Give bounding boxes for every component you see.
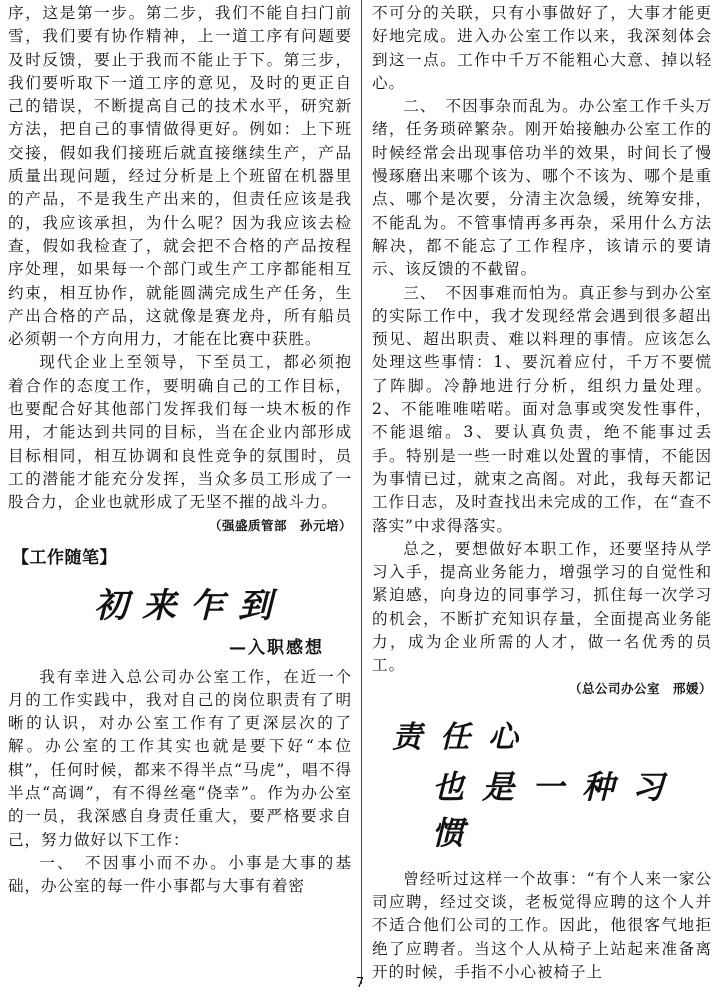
paragraph: 三、 不因事难而怕为。真正参与到办公室的实际工作中，我才发现经常会遇到很多超出预见、超出职责、难以料理的事情。应该怎么处理这些事情：1、要沉着应付，千万不要慌了阵脚。冷静地进行分析，组织力量处理。2、不能唯唯喏喏。面对急事或突发性事件，不能退缩。3、要认真负责，绝不能事过丢手。特别是一些一时难以处置的事情，不能因为事情已过，就束之高阁。对此，我每天都记工作日志，及时查找出未完成的工作，在“查不落实”中求得落实。 — [372, 283, 712, 535]
left-column — [8, 2, 352, 899]
paragraph: 序，这是第一步。第二步，我们不能自扫门前雪，我们要有协作精神，上一道工序有问题要及时反馈，要止于我而不能止于下。第三步，我们要听取下一道工序的意见，及时的更正自己的错误，不断提高自己的技术水平，研究新方法，把自己的事情做得更好。例如：上下班交接，假如我们接班后就直接继续生产，产品质量出现问题，经过分析是上个班留在机器里的产品，不是我生产出来的，但责任应该是我的，我应该承担，为什么呢？因为我应该去检查，假如我检查了，就会把不合格的产品按程序处理，如果每一个部门或生产工序都能相互约束，相互协作，就能圆满完成生产任务，生产出合格的产品，这就像是赛龙舟，所有船员必须朝一个方向用力，才能在比赛中获胜。 — [8, 4, 352, 349]
right-column — [372, 2, 712, 984]
paragraph: 我有幸进入总公司办公室工作，在近一个月的工作实践中，我对自己的岗位职责有了明晰的认识，对办公室工作有了更深层次的了解。办公室的工作其实也就是要下好“本位棋”，任何时候，都来不得半点“马虎”，唱不得半点“高调”，有不得丝毫“侥幸”。作为办公室的一员，我深感自身责任重大，要严格要求自己，努力做好以下工作： — [8, 667, 352, 849]
paragraph: 曾经听过这样一个故事：“有个人来一家公司应聘，经过交谈，老板觉得应聘的这个人并不适合他们公司的工作。因此，他很客气地拒绝了应聘者。当这个人从椅子上站起来准备离开的时候，手指不小心被椅子上 — [372, 869, 712, 981]
author-byline: （总公司办公室 邢媛） — [568, 680, 712, 696]
paragraph: 现代企业上至领导，下至员工，都必须抱着合作的态度工作，要明确自己的工作目标，也要配合好其他部门发挥我们每一块木板的作用，才能达到共同的目标，当在企业内部形成目标相同，相互协调和良性竞争的氛围时，员工的潜能才能充分发挥，当众多员工形成了一股合力，企业也就形成了无坚不摧的战斗力。 — [8, 353, 352, 512]
paragraph: 一、 不因事小而不办。小事是大事的基础，办公室的每一件小事都与大事有着密 — [8, 853, 352, 896]
section-tag: 【工作随笔】 — [12, 547, 117, 568]
author-byline: （强盛质管部 孙元培） — [208, 517, 352, 533]
paragraph: 总之，要想做好本职工作，还要坚持从学习入手，提高业务能力，增强学习的自觉性和紧迫感，向身边的同事学习，抓住每一次学习的机会，不断扩充知识存量，全面提高业务能力，成为企业所需的人才，做一名优秀的员工。 — [372, 539, 712, 675]
column-divider — [361, 0, 362, 984]
article-title-line-1: 责任心 — [392, 719, 536, 755]
page-number: 7 — [355, 976, 365, 991]
article-title-line-2: 也是一种习惯 — [432, 767, 683, 852]
article-title: 初来乍到 — [94, 585, 286, 626]
article-subtitle: —入职感想 — [229, 637, 324, 658]
paragraph: 不可分的关联，只有小事做好了，大事才能更好地完成。进入办公室工作以来，我深刻体会到这一点。工作中千万不能粗心大意、掉以轻心。 — [372, 4, 712, 92]
paragraph: 二、 不因事杂而乱为。办公室工作千头万绪，任务琐碎繁杂。刚开始接触办公室工作的时候经常会出现事倍功半的效果，时间长了慢慢琢磨出来哪个该为、哪个不该为、哪个是重点、哪个是次要，分清主次急缓，统筹安排，不能乱为。不管事情再多再杂，采用什么方法解决，都不能忘了工作程序，该请示的要请示、该反馈的不截留。 — [372, 97, 712, 279]
